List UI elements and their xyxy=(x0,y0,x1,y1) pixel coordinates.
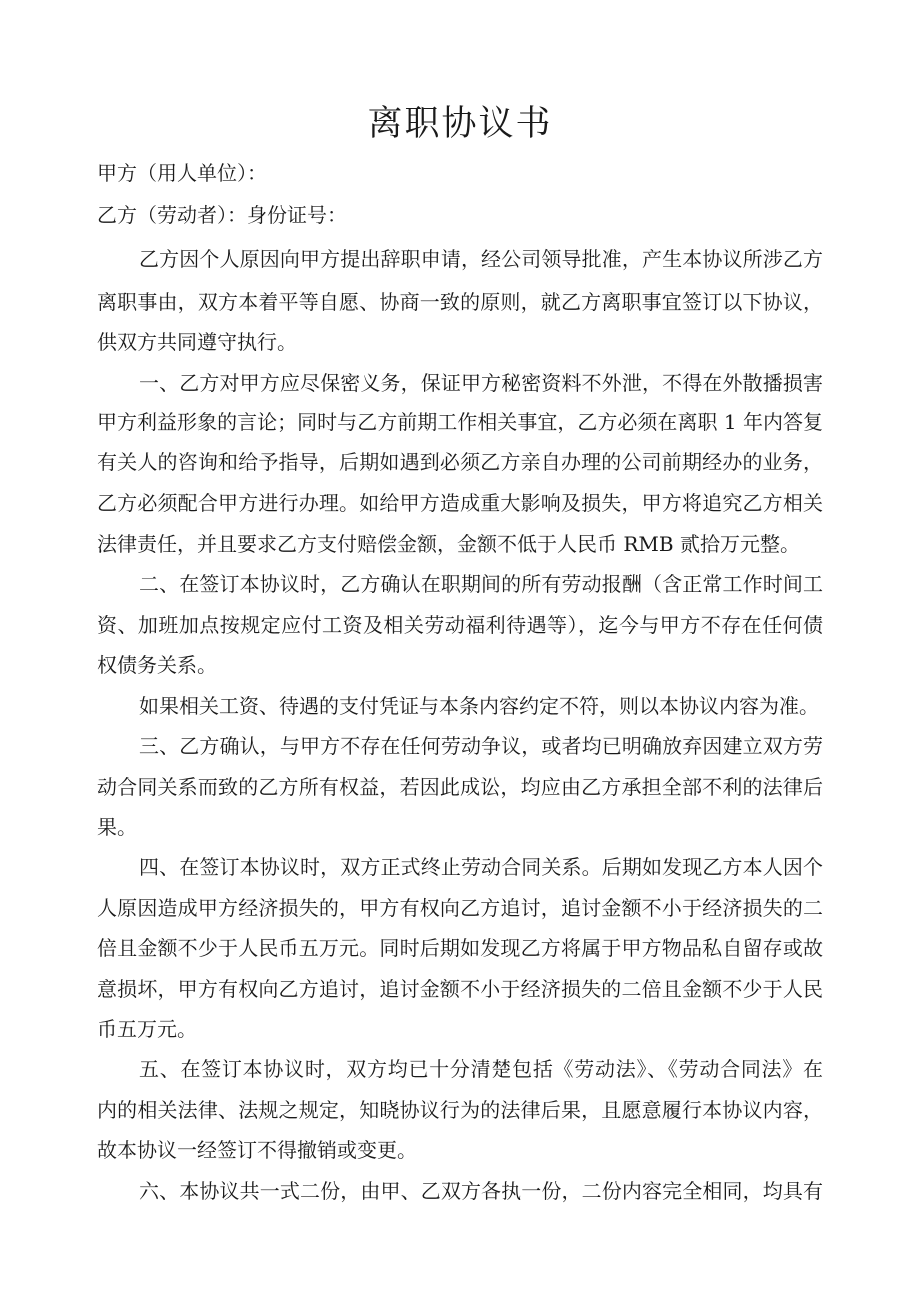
clause2-note: 如果相关工资、待遇的支付凭证与本条内容约定不符，则以本协议内容为准。 xyxy=(139,694,819,718)
intro-line-2: 离职事由，双方本着平等自愿、协商一致的原则，就乙方离职事宜签订以下协议， xyxy=(97,290,823,314)
clause2-line-1: 二、在签订本协议时，乙方确认在职期间的所有劳动报酬（含正常工作时间工 xyxy=(139,572,823,596)
clause5-line-2: 内的相关法律、法规之规定，知晓协议行为的法律后果，且愿意履行本协议内容， xyxy=(97,1098,823,1122)
clause4-line-1: 四、在签订本协议时，双方正式终止劳动合同关系。后期如发现乙方本人因个 xyxy=(139,855,823,879)
document-title: 离职协议书 xyxy=(367,104,553,144)
clause3-line-3: 果。 xyxy=(97,815,137,839)
clause4-line-5: 币五万元。 xyxy=(97,1017,197,1041)
clause4-line-2: 人原因造成甲方经济损失的，甲方有权向乙方追讨，追讨金额不小于经济损失的二 xyxy=(97,896,823,920)
clause2-line-2: 资、加班加点按规定应付工资及相关劳动福利待遇等），迄今与甲方不存在任何债 xyxy=(97,613,823,637)
party-a-line: 甲方（用人单位）： xyxy=(97,161,267,185)
party-b-line: 乙方（劳动者）：身份证号： xyxy=(97,203,347,227)
clause1-line-4: 乙方必须配合甲方进行办理。如给甲方造成重大影响及损失，甲方将追究乙方相关 xyxy=(97,491,823,515)
clause1-line-3: 有关人的咨询和给予指导，后期如遇到必须乙方亲自办理的公司前期经办的业务， xyxy=(97,450,823,474)
clause5-line-1: 五、在签订本协议时，双方均已十分清楚包括《劳动法》、《劳动合同法》在 xyxy=(139,1057,823,1081)
clause3-line-2: 动合同关系而致的乙方所有权益，若因此成讼，均应由乙方承担全部不利的法律后 xyxy=(97,775,823,799)
clause5-line-3: 故本协议一经签订不得撤销或变更。 xyxy=(97,1138,417,1162)
clause1-line-2: 甲方利益形象的言论；同时与乙方前期工作相关事宜，乙方必须在离职 1 年内答复 xyxy=(97,410,823,434)
clause3-line-1: 三、乙方确认，与甲方不存在任何劳动争议，或者均已明确放弃因建立双方劳 xyxy=(139,734,823,758)
intro-line-1: 乙方因个人原因向甲方提出辞职申请，经公司领导批准，产生本协议所涉乙方 xyxy=(139,247,823,271)
intro-line-3: 供双方共同遵守执行。 xyxy=(97,330,297,354)
clause2-line-3: 权债务关系。 xyxy=(97,653,217,677)
clause6-line-1: 六、本协议共一式二份，由甲、乙双方各执一份，二份内容完全相同，均具有 xyxy=(139,1179,823,1203)
clause1-line-1: 一、乙方对甲方应尽保密义务，保证甲方秘密资料不外泄，不得在外散播损害 xyxy=(139,371,823,395)
clause1-line-5: 法律责任，并且要求乙方支付赔偿金额，金额不低于人民币 RMB 贰拾万元整。 xyxy=(97,532,800,556)
clause4-line-4: 意损坏，甲方有权向乙方追讨，追讨金额不小于经济损失的二倍且金额不少于人民 xyxy=(97,977,823,1001)
clause4-line-3: 倍且金额不少于人民币五万元。同时后期如发现乙方将属于甲方物品私自留存或故 xyxy=(97,936,823,960)
